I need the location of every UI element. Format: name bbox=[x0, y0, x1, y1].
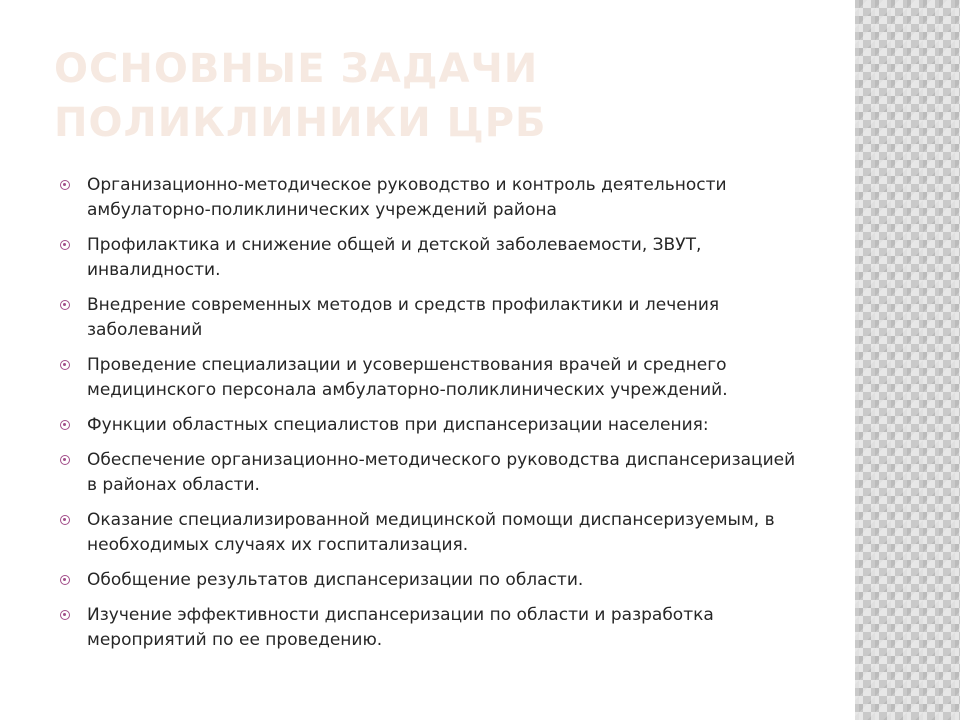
ring-bullet-icon bbox=[60, 360, 70, 370]
ring-bullet-icon bbox=[60, 610, 70, 620]
ring-bullet-icon bbox=[60, 455, 70, 465]
ring-bullet-icon bbox=[60, 240, 70, 250]
decorative-side-panel bbox=[855, 0, 960, 720]
list-item-text: Проведение специализации и усовершенствования врачей и среднего медицинского персонала амбулаторно-поликлинических учреждений. bbox=[87, 355, 728, 400]
list-item bbox=[60, 568, 800, 593]
list-item bbox=[60, 353, 800, 403]
slide-title bbox=[54, 42, 834, 150]
list-item-text: Изучение эффективности диспансеризации по области и разработка мероприятий по ее проведению. bbox=[87, 605, 714, 650]
list-item bbox=[60, 413, 800, 438]
list-item bbox=[60, 173, 800, 223]
list-item-text: Обобщение результатов диспансеризации по области. bbox=[87, 570, 584, 590]
list-item-text: Оказание специализированной медицинской помощи диспансеризуемым, в необходимых случаях их госпитализация. bbox=[87, 510, 775, 555]
list-item bbox=[60, 508, 800, 558]
list-item-text: Внедрение современных методов и средств профилактики и лечения заболеваний bbox=[87, 295, 720, 340]
list-item-text: Функции областных специалистов при диспансеризации населения: bbox=[87, 415, 709, 435]
list-item bbox=[60, 233, 800, 283]
ring-bullet-icon bbox=[60, 515, 70, 525]
bullet-list bbox=[60, 173, 800, 663]
list-item bbox=[60, 293, 800, 343]
list-item-text: Организационно-методическое руководство и контроль деятельности амбулаторно-поликлинических учреждений района bbox=[87, 175, 727, 220]
ring-bullet-icon bbox=[60, 180, 70, 190]
ring-bullet-icon bbox=[60, 420, 70, 430]
ring-bullet-icon bbox=[60, 575, 70, 585]
title-line: ПОЛИКЛИНИКИ ЦРБ bbox=[54, 100, 547, 146]
ring-bullet-icon bbox=[60, 300, 70, 310]
list-item bbox=[60, 603, 800, 653]
list-item-text: Профилактика и снижение общей и детской заболеваемости, ЗВУТ, инвалидности. bbox=[87, 235, 702, 280]
title-line: ОСНОВНЫЕ ЗАДАЧИ bbox=[54, 46, 539, 92]
list-item bbox=[60, 448, 800, 498]
list-item-text: Обеспечение организационно-методического руководства диспансеризацией в районах области. bbox=[87, 450, 796, 495]
